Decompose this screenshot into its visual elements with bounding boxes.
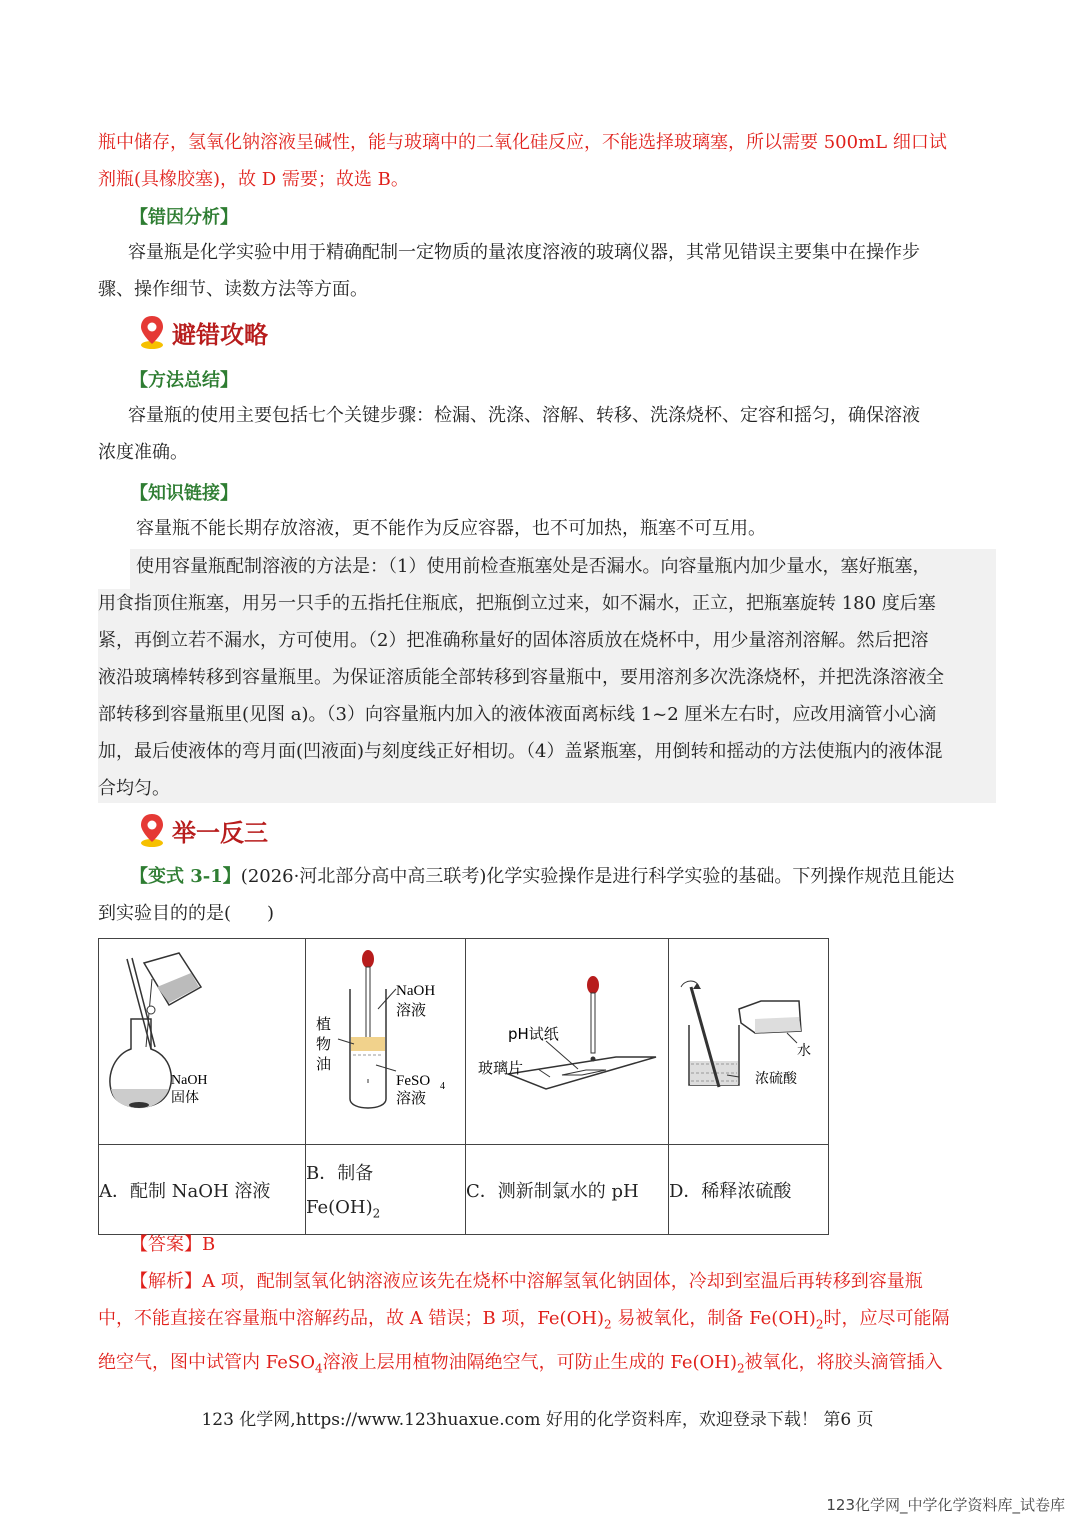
svg-text:浓硫酸: 浓硫酸 <box>755 1071 797 1087</box>
answer <box>98 1226 982 1263</box>
svg-text:NaOH: NaOH <box>171 1073 208 1088</box>
method-label: 【方法总结】 <box>130 370 238 391</box>
analysis-text: 【解析】A 项，配制氢氧化钠溶液应该先在烧杯中溶解氢氧化钠固体，冷却到室温后再转移到容量瓶 中，不能直接在容量瓶中溶解药品，故 A 错误；B 项，$Fe(OH)_2$ 易被氧化，制备 $Fe(OH)_2$时，应尽可能隔 绝空气，图中试管内 FeSO$_4$溶液上层用植物油隔绝空气，可防止生成的 $Fe(OH)_2$被氧化，将胶头滴管插入 <box>98 1271 950 1376</box>
dilute-acid-figure <box>669 939 828 1139</box>
section-heading-practice <box>138 812 268 848</box>
option-d[interactable]: D．稀释浓硫酸 <box>669 1145 829 1235</box>
options-table <box>98 938 829 1235</box>
knowledge-text-1: 容量瓶不能长期存放溶液，更不能作为反应容器，也不可加热，瓶塞不可互用。 <box>136 518 766 539</box>
error-analysis-text: 容量瓶是化学实验中用于精确配制一定物质的量浓度溶液的玻璃仪器，其常见错误主要集中在操作步 骤、操作细节、读数方法等方面。 <box>98 242 920 300</box>
variant-question: 【变式 3-1】(2026·河北部分高中高三联考)化学实验操作是进行科学实验的基础。下列操作规范且能达 到实验目的的是( ) <box>98 866 955 924</box>
svg-text:NaOH: NaOH <box>396 983 436 999</box>
variant-label: 【变式 3-1】 <box>130 866 241 887</box>
location-pin-icon <box>138 812 166 848</box>
section-title: 避错攻略 <box>172 319 268 349</box>
svg-text:油: 油 <box>316 1055 332 1073</box>
section-title: 举一反三 <box>172 817 268 847</box>
svg-text:物: 物 <box>316 1035 332 1053</box>
location-pin-icon <box>138 314 166 350</box>
figure-c <box>466 939 669 1145</box>
answer-value: B <box>202 1234 216 1255</box>
volumetric-flask-figure <box>99 939 305 1139</box>
page-footer: 123 化学网,https://www.123huaxue.com 好用的化学资料库，欢迎登录下载！ 第6 页 <box>201 1410 874 1430</box>
intro-text: 瓶中储存，氢氧化钠溶液呈碱性，能与玻璃中的二氧化硅反应，不能选择玻璃塞，所以需要 500mL 细口试 剂瓶(具橡胶塞)，故 D 需要；故选 B。 <box>98 132 947 190</box>
svg-text:pH试纸: pH试纸 <box>508 1025 559 1043</box>
knowledge-text-2: 使用容量瓶配制溶液的方法是：（1）使用前检查瓶塞处是否漏水。向容量瓶内加少量水，塞好瓶塞， 用食指顶住瓶塞，用另一只手的五指托住瓶底，把瓶倒立过来，如不漏水，正立，把瓶塞旋转 180 度后塞 紧，再倒立若不漏水，方可使用。（2）把准确称量好的固体溶质放在烧杯中，用少量溶剂溶解。然后把溶 液沿玻璃棒转移到容量瓶里。为保证溶质能全部转移到容量瓶中，要用溶剂多次洗涤烧杯，并把洗涤溶液全 部转移到容量瓶里(见图 a)。（3）向容量瓶内加入的液体液面离标线 1~2 厘米左右时，应改用滴管小心滴 加，最后使液体的弯月面(凹液面)与刻度线正好相切。（4）盖紧瓶塞，用倒转和摇动的方法使瓶内的液体混 合均匀。 <box>98 556 944 799</box>
analysis-label: 【解析】 <box>130 1271 202 1292</box>
figure-b <box>306 939 466 1145</box>
svg-text:植: 植 <box>316 1015 332 1033</box>
ph-paper-figure <box>466 939 668 1139</box>
knowledge-label: 【知识链接】 <box>130 483 238 504</box>
watermark: 123化学网_中学化学资料库_试卷库 <box>826 1496 1065 1514</box>
section-heading-avoid-errors <box>138 314 268 350</box>
svg-text:溶液: 溶液 <box>396 1089 427 1107</box>
figure-a <box>99 939 306 1145</box>
figure-d <box>669 939 829 1145</box>
answer-label: 【答案】 <box>130 1234 202 1255</box>
svg-text:玻璃片: 玻璃片 <box>478 1059 524 1077</box>
option-a[interactable]: A．配制 NaOH 溶液 <box>99 1145 306 1235</box>
test-tube-figure <box>306 939 465 1139</box>
option-b[interactable]: B．制备 $Fe(OH)_2$ <box>306 1145 466 1235</box>
method-text: 容量瓶的使用主要包括七个关键步骤：检漏、洗涤、溶解、转移、洗涤烧杯、定容和摇匀，确保溶液 浓度准确。 <box>98 405 920 463</box>
error-analysis-label: 【错因分析】 <box>130 207 238 228</box>
svg-text:溶液: 溶液 <box>396 1001 427 1019</box>
svg-text:FeSO: FeSO <box>396 1073 431 1089</box>
option-c[interactable]: C．测新制氯水的 pH <box>466 1145 669 1235</box>
svg-text:4: 4 <box>440 1081 445 1092</box>
svg-text:固体: 固体 <box>171 1090 199 1106</box>
svg-text:水: 水 <box>797 1043 811 1059</box>
